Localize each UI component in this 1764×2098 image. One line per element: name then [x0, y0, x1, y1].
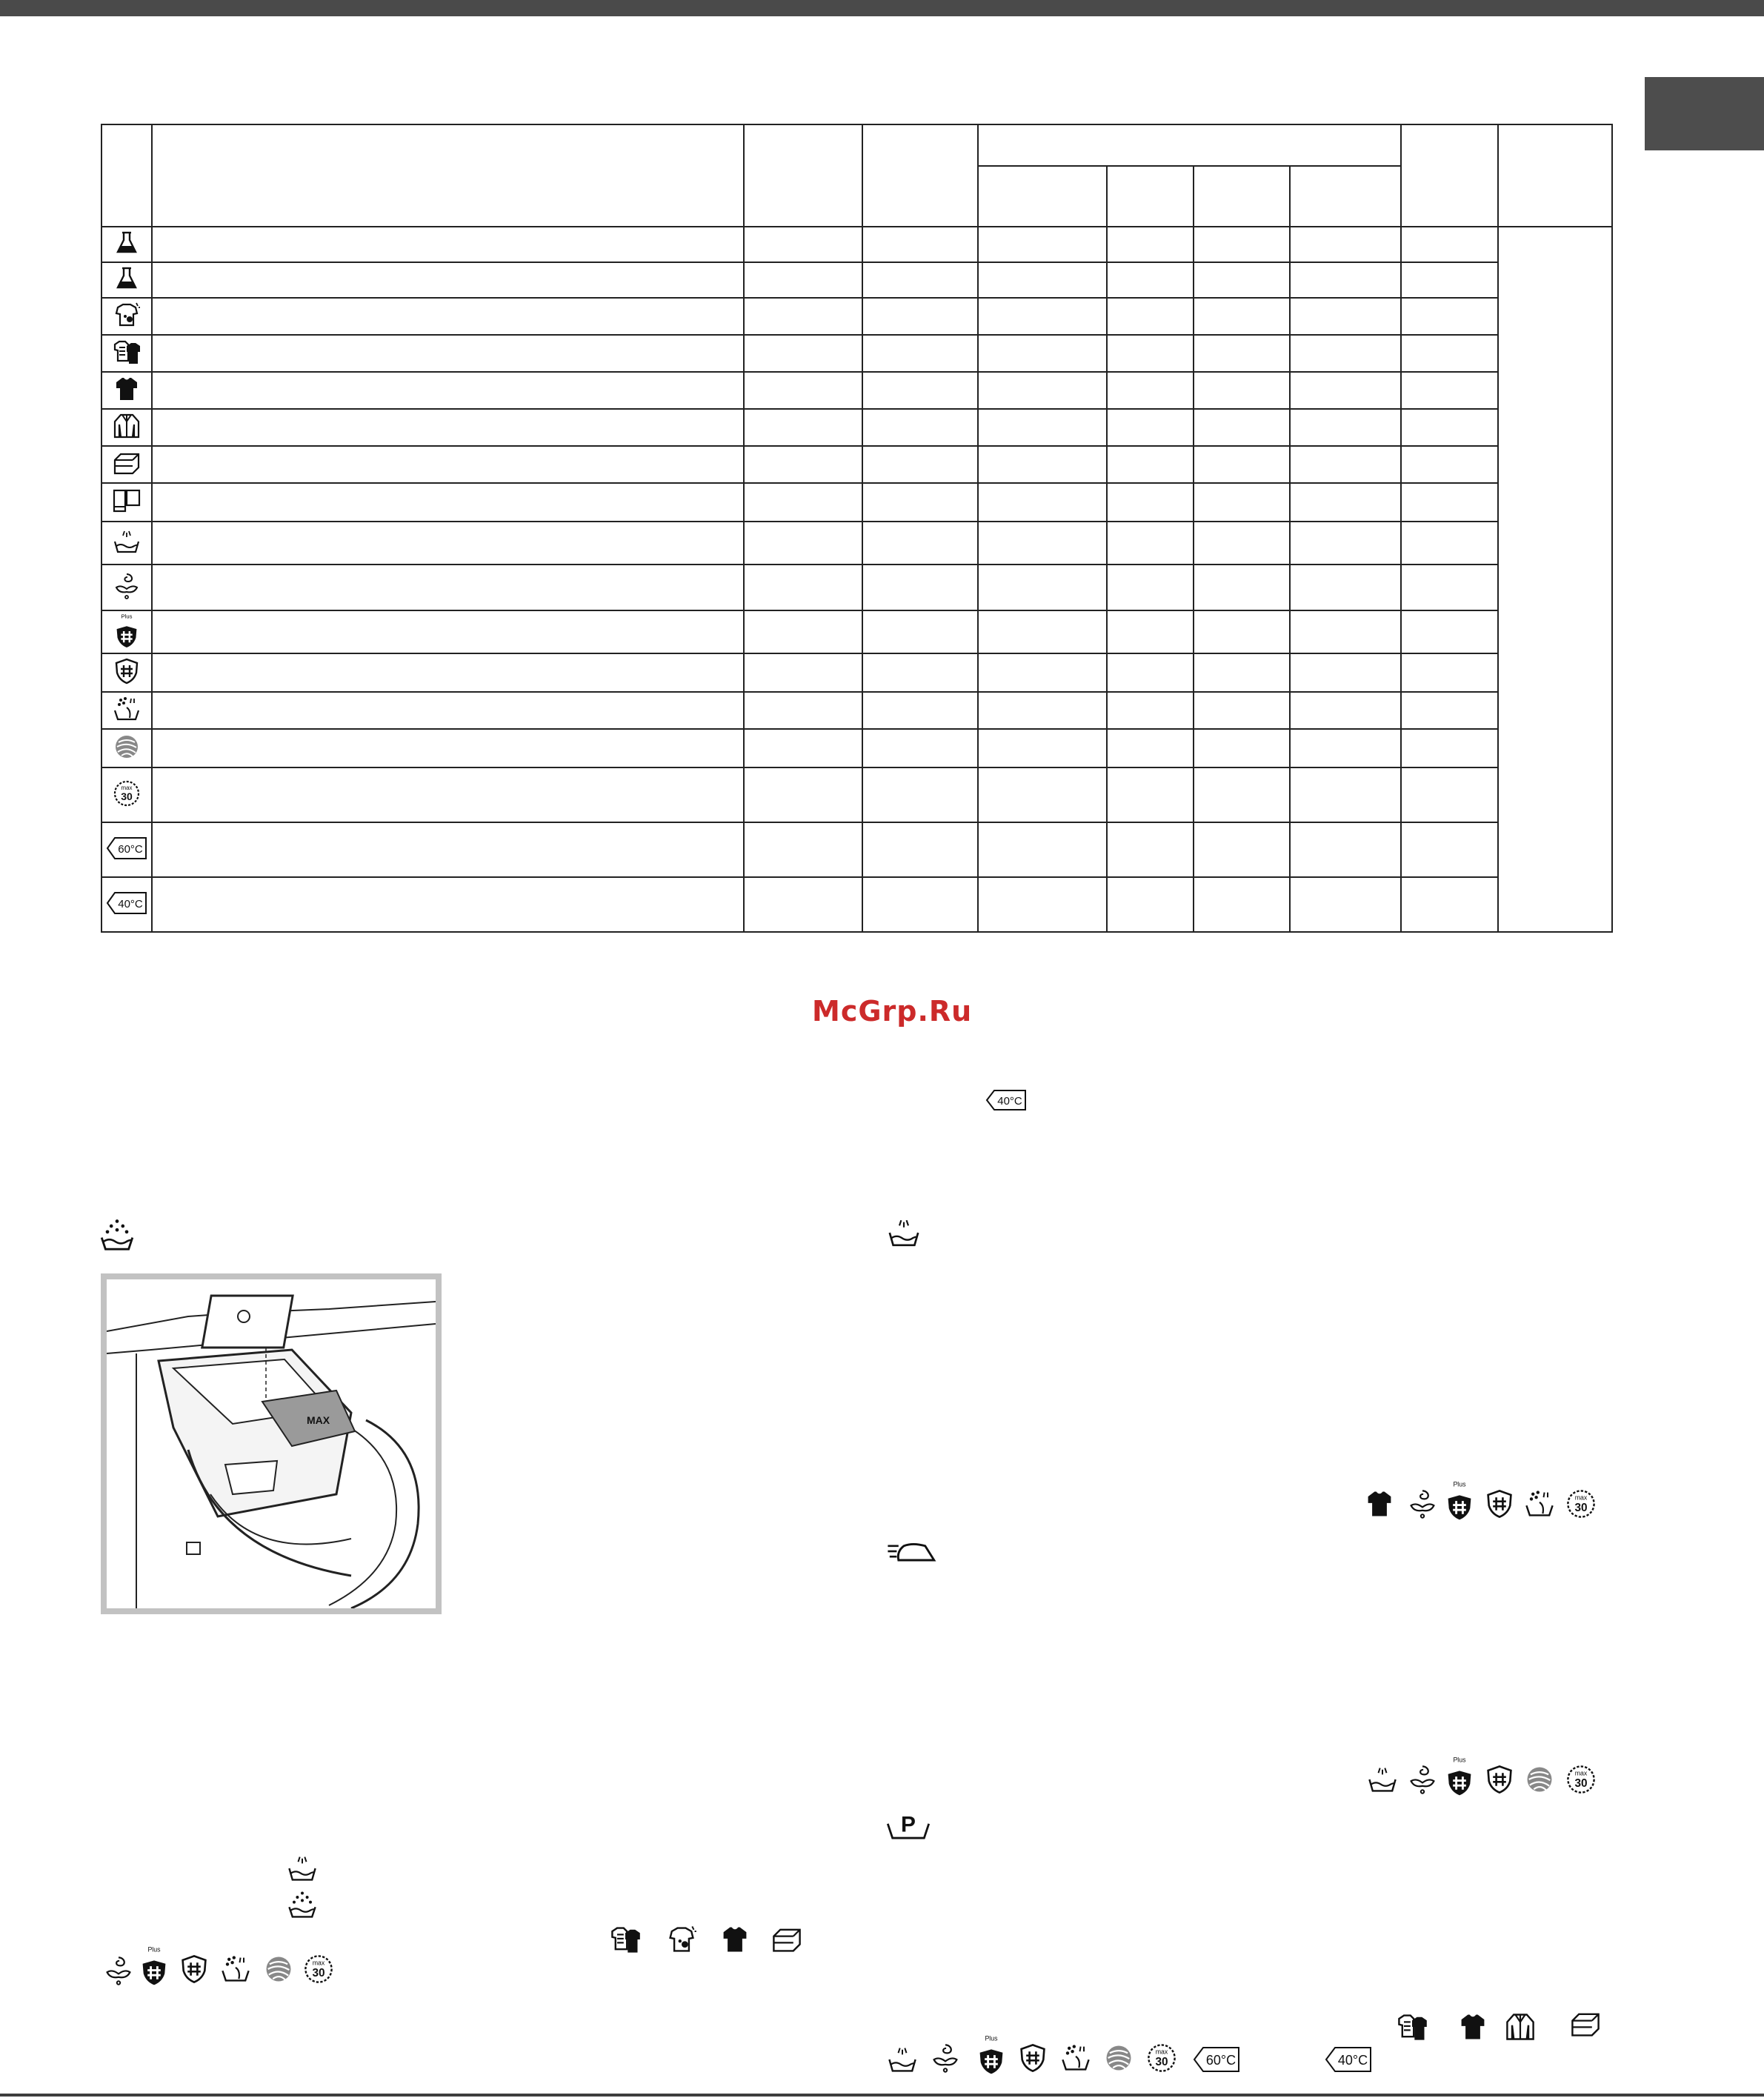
- table-cell: [744, 565, 862, 610]
- table-cell: [152, 227, 744, 262]
- table-cell: [978, 262, 1107, 298]
- wool-ball-icon: [262, 1953, 295, 1985]
- table-cell: [978, 692, 1107, 729]
- anti-allergy-icon: [112, 571, 142, 601]
- temp-tag-text: 60°C: [118, 842, 143, 856]
- table-cell: [978, 335, 1107, 372]
- header-cell: [1401, 124, 1498, 227]
- program-icon-cell: [101, 483, 152, 522]
- watermark-text: McGrp.Ru: [812, 995, 973, 1028]
- table-cell: [978, 610, 1107, 653]
- table-cell: [978, 298, 1107, 335]
- header-cell: [744, 124, 862, 227]
- table-cell: [152, 298, 744, 335]
- table-row: [101, 610, 1612, 653]
- program-icon-cell: [101, 565, 152, 610]
- delicate-washtub-icon: [112, 527, 142, 556]
- table-cell: [1107, 522, 1194, 565]
- table-cell: [978, 483, 1107, 522]
- table-cell: [152, 372, 744, 409]
- max30-timer-icon: [112, 779, 142, 808]
- dispenser-illustration: [107, 1279, 436, 1608]
- table-cell: [978, 653, 1107, 692]
- table-cell: [1107, 335, 1194, 372]
- table-cell: [152, 767, 744, 822]
- program-icon-cell: [101, 298, 152, 335]
- table-row: [101, 227, 1612, 262]
- table-cell: [1107, 298, 1194, 335]
- header-cell: [101, 124, 152, 227]
- table-cell: [862, 522, 978, 565]
- stained-shirt-icon: [665, 1923, 698, 1956]
- dark-shirt-icon: [719, 1923, 751, 1956]
- table-cell: [152, 565, 744, 610]
- header-group-cell: [978, 124, 1401, 166]
- table-cell: [1107, 262, 1194, 298]
- table-cell: [1290, 767, 1401, 822]
- temp-tag-40-icon: [106, 891, 147, 915]
- top-page-bar: [0, 0, 1764, 16]
- program-icon-cell: [101, 446, 152, 483]
- table-cell: [744, 877, 862, 932]
- table-cell: [1401, 335, 1498, 372]
- table-cell: [1107, 446, 1194, 483]
- delicate-washtub-icon: [886, 1215, 922, 1251]
- table-row: [101, 822, 1612, 877]
- table-cell: [1290, 298, 1401, 335]
- mixed-shirts-icon: [112, 337, 142, 367]
- table-cell: [1290, 522, 1401, 565]
- table-cell: [1401, 409, 1498, 446]
- anti-allergy-icon: [1406, 1763, 1439, 1796]
- table-cell: [862, 692, 978, 729]
- table-cell: [1194, 767, 1290, 822]
- table-cell: [978, 372, 1107, 409]
- table-cell: [1107, 692, 1194, 729]
- hygiene-shield-icon: [1483, 1763, 1516, 1796]
- temp-tag-text: 40°C: [1337, 2053, 1368, 2068]
- table-cell: [152, 692, 744, 729]
- program-icon-cell: [101, 692, 152, 729]
- program-icon-cell: [101, 372, 152, 409]
- delicate-washtub-icon: [886, 2043, 919, 2076]
- table-cell: [1194, 483, 1290, 522]
- table-cell: [862, 227, 978, 262]
- table-cell: [152, 483, 744, 522]
- table-cell: [1290, 262, 1401, 298]
- hygiene-shield-icon: [112, 656, 142, 686]
- table-cell: [1194, 298, 1290, 335]
- mixed-shirts-icon: [609, 1923, 642, 1956]
- table-cell: [1107, 409, 1194, 446]
- table-cell: [152, 610, 744, 653]
- hygiene-plus-shield-icon: [1443, 1756, 1476, 1796]
- table-cell: [1290, 483, 1401, 522]
- program-icon-cell: [101, 767, 152, 822]
- prewash-icon: [885, 1809, 932, 1842]
- table-cell: [1107, 822, 1194, 877]
- table-cell: [1194, 446, 1290, 483]
- table-cell: [152, 446, 744, 483]
- program-icon-cell: [101, 262, 152, 298]
- program-icon-cell: [101, 822, 152, 877]
- table-cell: [1290, 227, 1401, 262]
- table-cell: [744, 409, 862, 446]
- bed-linen-icon: [1569, 2008, 1602, 2040]
- table-cell: [862, 446, 978, 483]
- anti-allergy-icon: [929, 2042, 962, 2074]
- iron-icon: [885, 1533, 941, 1569]
- table-cell: [1290, 877, 1401, 932]
- table-cell: [1194, 692, 1290, 729]
- table-cell: [1290, 653, 1401, 692]
- bed-linen-icon: [770, 1923, 803, 1956]
- table-cell: [1401, 692, 1498, 729]
- program-icon-cell: [101, 227, 152, 262]
- table-cell: [1401, 522, 1498, 565]
- mixed-handwash-icon: [112, 694, 142, 724]
- subheader-cell: [1194, 166, 1290, 227]
- table-cell: [1194, 227, 1290, 262]
- hygiene-plus-shield-icon: [112, 613, 142, 647]
- program-icon-cell: [101, 522, 152, 565]
- plus-label: Plus: [121, 613, 133, 620]
- table-cell: [862, 372, 978, 409]
- anti-allergy-icon: [102, 1954, 135, 1987]
- table-cell: [862, 610, 978, 653]
- mixed-handwash-icon: [1059, 2042, 1092, 2074]
- table-cell: [862, 653, 978, 692]
- anti-allergy-icon: [1406, 1488, 1439, 1520]
- table-cell: [744, 483, 862, 522]
- table-cell: [744, 372, 862, 409]
- table-cell: [978, 522, 1107, 565]
- mixed-handwash-icon: [1523, 1488, 1556, 1520]
- table-cell: [1194, 610, 1290, 653]
- table-row: [101, 483, 1612, 522]
- temp-tag-text: 40°C: [997, 1095, 1022, 1108]
- table-cell: [152, 262, 744, 298]
- table-row: [101, 692, 1612, 729]
- table-cell: [862, 729, 978, 767]
- table-cell: [978, 446, 1107, 483]
- table-cell: [1107, 610, 1194, 653]
- table-cell: [1194, 822, 1290, 877]
- table-cell: [1107, 565, 1194, 610]
- subheader-cell: [978, 166, 1107, 227]
- table-cell: [1401, 729, 1498, 767]
- table-cell: [978, 227, 1107, 262]
- mixed-handwash-icon: [219, 1953, 252, 1985]
- table-cell: [978, 729, 1107, 767]
- dark-shirt-icon: [1457, 2011, 1489, 2043]
- shirt-jacket-icon: [112, 411, 142, 441]
- table-cell: [862, 767, 978, 822]
- table-cell: [1401, 446, 1498, 483]
- table-cell: [1290, 335, 1401, 372]
- table-cell: [744, 692, 862, 729]
- delicate-washtub-icon: [1366, 1763, 1399, 1796]
- table-cell: [978, 565, 1107, 610]
- table-cell: [862, 483, 978, 522]
- plus-label: Plus: [1453, 1756, 1466, 1764]
- table-cell: [1107, 483, 1194, 522]
- delicate-washtub-icon: [286, 1852, 319, 1885]
- table-cell: [978, 822, 1107, 877]
- program-icon-cell: [101, 653, 152, 692]
- program-table: [101, 124, 1613, 933]
- table-cell: [1194, 522, 1290, 565]
- table-cell: [978, 877, 1107, 932]
- table-cell: [744, 653, 862, 692]
- table-cell: [1401, 483, 1498, 522]
- program-icon-cell: [101, 610, 152, 653]
- table-cell: [1401, 565, 1498, 610]
- plus-label: Plus: [985, 2034, 998, 2042]
- powder-detergent-icon: [98, 1216, 136, 1255]
- merged-table-cell: [1498, 227, 1612, 932]
- hygiene-shield-icon: [1483, 1488, 1516, 1520]
- table-cell: [1401, 298, 1498, 335]
- hygiene-plus-shield-icon: [1443, 1480, 1476, 1520]
- table-row: [101, 372, 1612, 409]
- stain-remover-beaker-icon: [112, 228, 142, 258]
- temp-tag-text: 40°C: [118, 897, 143, 910]
- table-row: [101, 729, 1612, 767]
- table-cell: [1401, 877, 1498, 932]
- table-cell: [152, 409, 744, 446]
- stained-shirt-icon: [112, 300, 142, 330]
- table-cell: [1107, 767, 1194, 822]
- table-cell: [862, 298, 978, 335]
- table-cell: [1194, 729, 1290, 767]
- table-cell: [1194, 565, 1290, 610]
- bottom-page-rule: [0, 2094, 1764, 2097]
- program-icon-cell: [101, 729, 152, 767]
- temp-tag-text: 60°C: [1205, 2053, 1237, 2068]
- table-cell: [1401, 610, 1498, 653]
- table-cell: [152, 877, 744, 932]
- table-row: [101, 335, 1612, 372]
- hygiene-plus-shield-icon: [975, 2034, 1008, 2074]
- table-cell: [1194, 877, 1290, 932]
- header-cell: [152, 124, 744, 227]
- wool-ball-icon: [1102, 2042, 1135, 2074]
- max30-timer-icon: [302, 1953, 335, 1985]
- plus-label: Plus: [1453, 1480, 1466, 1488]
- hygiene-shield-icon: [178, 1953, 210, 1985]
- table-cell: [862, 877, 978, 932]
- table-cell: [1290, 822, 1401, 877]
- wool-ball-icon: [112, 732, 142, 762]
- plus-label: Plus: [147, 1945, 161, 1954]
- table-cell: [1107, 372, 1194, 409]
- table-cell: [978, 409, 1107, 446]
- program-icon-cell: [101, 877, 152, 932]
- table-cell: [1107, 653, 1194, 692]
- temp-tag-40-icon: [985, 1089, 1027, 1111]
- table-cell: [744, 522, 862, 565]
- header-cell: [1498, 124, 1612, 227]
- table-cell: [1290, 446, 1401, 483]
- table-cell: [152, 729, 744, 767]
- table-cell: [1290, 692, 1401, 729]
- table-row: [101, 446, 1612, 483]
- table-cell: [1290, 565, 1401, 610]
- table-row: [101, 298, 1612, 335]
- table-cell: [1194, 372, 1290, 409]
- max30-timer-icon: [1565, 1488, 1597, 1520]
- table-cell: [1401, 372, 1498, 409]
- max30-timer-icon: [1565, 1763, 1597, 1796]
- table-row: [101, 522, 1612, 565]
- table-cell: [1401, 227, 1498, 262]
- hygiene-plus-shield-icon: [138, 1945, 170, 1985]
- table-cell: [1290, 729, 1401, 767]
- table-cell: [1290, 372, 1401, 409]
- stain-remover-beaker-icon: [112, 264, 142, 293]
- subheader-cell: [1107, 166, 1194, 227]
- table-cell: [862, 262, 978, 298]
- table-cell: [1290, 409, 1401, 446]
- max30-timer-icon: [1145, 2042, 1178, 2074]
- towels-icon: [112, 486, 142, 516]
- table-cell: [1401, 262, 1498, 298]
- table-cell: [1107, 877, 1194, 932]
- table-cell: [744, 822, 862, 877]
- table-cell: [862, 565, 978, 610]
- language-tab: [1645, 77, 1764, 150]
- shirt-jacket-icon: [1504, 2011, 1537, 2043]
- table-cell: [744, 446, 862, 483]
- detergent-dispenser-figure: [101, 1273, 442, 1614]
- mixed-shirts-icon: [1396, 2011, 1428, 2043]
- wool-ball-icon: [1523, 1763, 1556, 1796]
- table-cell: [152, 653, 744, 692]
- table-cell: [978, 767, 1107, 822]
- hygiene-shield-icon: [1016, 2042, 1049, 2074]
- table-row: [101, 653, 1612, 692]
- table-row: [101, 262, 1612, 298]
- header-cell: [862, 124, 978, 227]
- dispenser-max-label: MAX: [307, 1414, 330, 1426]
- temp-tag-60-icon: [1193, 2046, 1240, 2073]
- temp-tag-40-icon: [1325, 2046, 1372, 2073]
- table-cell: [1401, 653, 1498, 692]
- table-row: [101, 877, 1612, 932]
- table-cell: [744, 227, 862, 262]
- table-cell: [744, 335, 862, 372]
- table-cell: [152, 822, 744, 877]
- table-cell: [1194, 335, 1290, 372]
- table-cell: [862, 409, 978, 446]
- table-cell: [862, 335, 978, 372]
- table-row: [101, 767, 1612, 822]
- table-cell: [744, 729, 862, 767]
- table-cell: [1194, 653, 1290, 692]
- table-header-row: [101, 124, 1612, 166]
- table-cell: [1107, 729, 1194, 767]
- table-cell: [744, 262, 862, 298]
- subheader-cell: [1290, 166, 1401, 227]
- table-row: [101, 409, 1612, 446]
- table-cell: [1107, 227, 1194, 262]
- table-cell: [744, 610, 862, 653]
- table-cell: [862, 822, 978, 877]
- powder-detergent-icon: [286, 1889, 319, 1922]
- dark-shirt-icon: [112, 374, 142, 404]
- dark-shirt-icon: [1363, 1488, 1396, 1520]
- program-icon-cell: [101, 335, 152, 372]
- table-cell: [1401, 822, 1498, 877]
- table-cell: [1194, 409, 1290, 446]
- table-cell: [744, 298, 862, 335]
- bed-linen-icon: [112, 448, 142, 478]
- table-cell: [152, 335, 744, 372]
- table-row: [101, 565, 1612, 610]
- temp-tag-60-icon: [106, 836, 147, 860]
- table-cell: [1401, 767, 1498, 822]
- program-icon-cell: [101, 409, 152, 446]
- table-cell: [744, 767, 862, 822]
- table-cell: [152, 522, 744, 565]
- table-cell: [1290, 610, 1401, 653]
- table-cell: [1194, 262, 1290, 298]
